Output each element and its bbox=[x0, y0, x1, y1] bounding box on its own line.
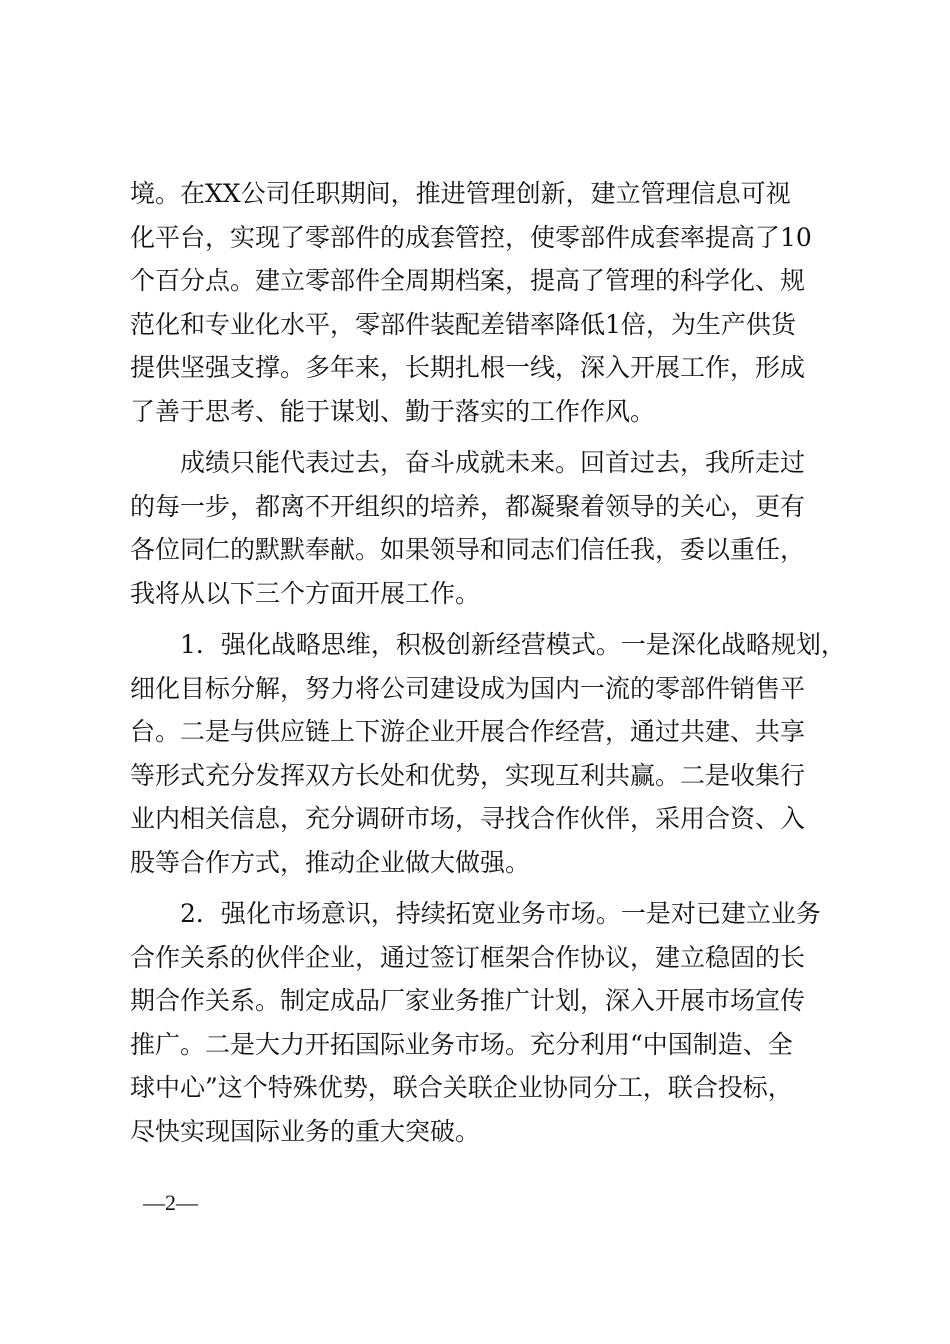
text-line: 成绩只能代表过去，奋斗成就未来。回首过去，我所走过 bbox=[130, 448, 806, 477]
paragraph-gap bbox=[130, 615, 838, 623]
paragraph bbox=[130, 623, 846, 884]
text-line: 个百分点。建立零部件全周期档案，提高了管理的科学化、规 bbox=[130, 266, 806, 295]
text-line: 球中心”这个特殊优势，联合关联企业协同分工，联合投标， bbox=[130, 1073, 793, 1102]
text-line: 台。二是与供应链上下游企业开展合作经营，通过共建、共享 bbox=[130, 717, 806, 746]
text-line: 化平台，实现了零部件的成套管控，使零部件成套率提高了10 bbox=[130, 222, 812, 252]
paragraph-gap bbox=[130, 884, 838, 892]
text-line: 了善于思考、能于谋划、勤于落实的工作作风。 bbox=[130, 396, 656, 426]
text-line: 2．强化市场意识，持续拓宽业务市场。一是对已建立业务 bbox=[130, 899, 821, 928]
text-line: 合作关系的伙伴企业，通过签订框架合作协议，建立稳固的长 bbox=[130, 942, 806, 972]
body-text bbox=[130, 172, 846, 1153]
paragraph bbox=[130, 172, 838, 433]
text-line: 推广。二是大力开拓国际业务市场。充分利用“中国制造、全 bbox=[130, 1029, 793, 1059]
text-line: 范化和专业化水平，零部件装配差错率降低1倍，为生产供货 bbox=[130, 309, 796, 339]
text-line: 1．强化战略思维，积极创新经营模式。一是深化战略规划， bbox=[130, 630, 846, 659]
paragraph-gap bbox=[130, 433, 838, 441]
text-line: 的每一步，都离不开组织的培养，都凝聚着领导的关心，更有 bbox=[130, 491, 806, 521]
text-line: 尽快实现国际业务的重大突破。 bbox=[130, 1116, 481, 1146]
text-line: 我将从以下三个方面开展工作。 bbox=[130, 578, 481, 608]
paragraph bbox=[130, 892, 838, 1153]
text-line: 提供坚强支撑。多年来，长期扎根一线，深入开展工作，形成 bbox=[130, 353, 806, 382]
text-line: 业内相关信息，充分调研市场，寻找合作伙伴，采用合资、入 bbox=[130, 804, 806, 833]
text-line: 期合作关系。制定成品厂家业务推广计划，深入开展市场宣传 bbox=[130, 986, 806, 1015]
page-number: —2— bbox=[143, 1190, 198, 1215]
paragraph bbox=[130, 441, 838, 615]
text-line: 股等合作方式，推动企业做大做强。 bbox=[130, 847, 531, 877]
text-line: 各位同仁的默默奉献。如果领导和同志们信任我，委以重任， bbox=[130, 535, 806, 564]
text-line: 境。在XX公司任职期间，推进管理创新，建立管理信息可视 bbox=[130, 179, 791, 208]
text-line: 等形式充分发挥双方长处和优势，实现互利共赢。二是收集行 bbox=[130, 760, 806, 790]
text-line: 细化目标分解，努力将公司建设成为国内一流的零部件销售平 bbox=[130, 673, 806, 703]
